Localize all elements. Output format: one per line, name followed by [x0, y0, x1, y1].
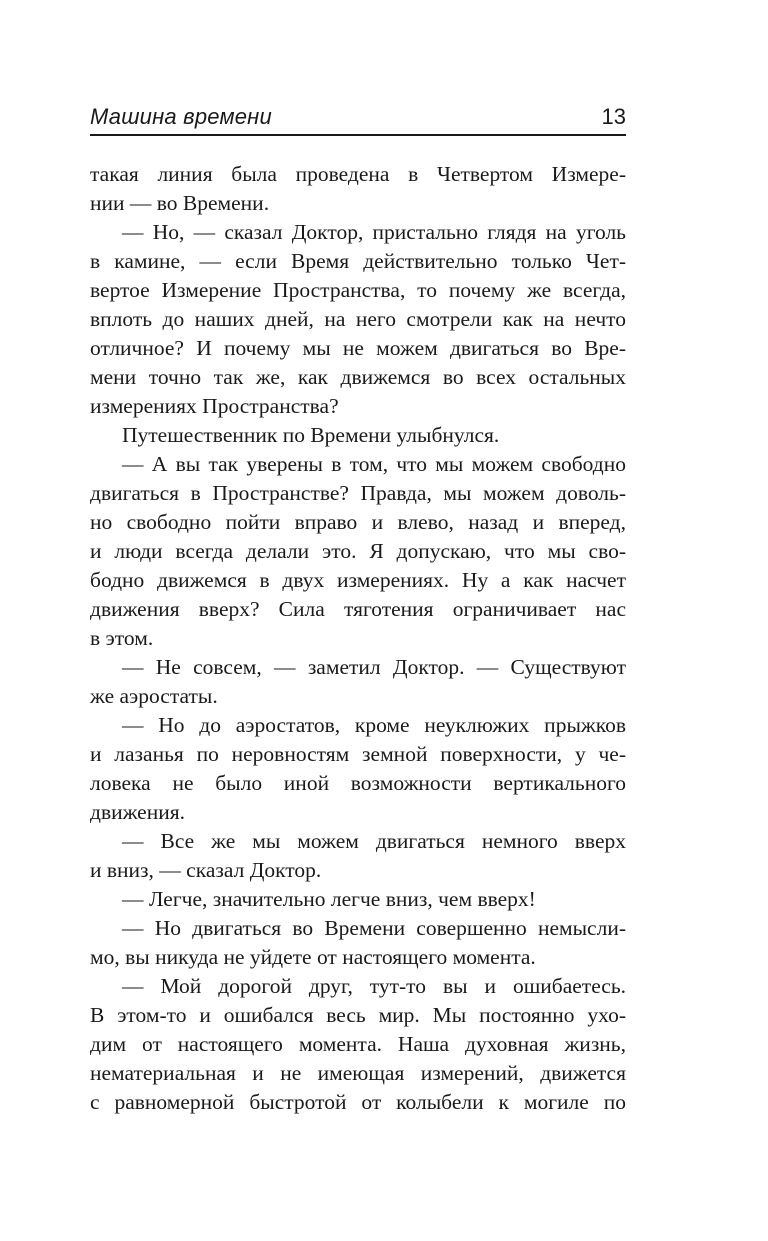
text-line: Путешественник по Времени улыбнулся. [122, 423, 500, 447]
text-line: движения вверх? Сила тяготения ограничивает нас [90, 597, 626, 621]
text-line: — Мой дорогой друг, тут-то вы и ошибаетесь. [122, 974, 626, 998]
text-line: с равномерной быстротой от колыбели к могиле по [90, 1090, 626, 1114]
text-line: и люди всегда делали это. Я допускаю, что мы сво- [90, 539, 626, 563]
text-line: дим от настоящего момента. Наша духовная жизнь, [90, 1032, 626, 1056]
text-line: нематериальная и не имеющая измерений, движется [90, 1061, 626, 1085]
text-line: — А вы так уверены в том, что мы можем свободно [122, 452, 626, 476]
text-line: нии — во Времени. [90, 191, 270, 215]
text-line: — Но двигаться во Времени совершенно немысли- [122, 916, 626, 940]
text-line: измерениях Пространства? [90, 394, 339, 418]
header-rule [90, 134, 626, 136]
text-line: — Но до аэростатов, кроме неуклюжих прыжков [122, 713, 626, 737]
text-line: ловека не было иной возможности вертикального [90, 771, 626, 795]
text-line: в камине, — если Время действительно только Чет- [90, 249, 626, 273]
text-line: такая линия была проведена в Четвертом Измере- [90, 162, 626, 186]
running-head [90, 100, 626, 134]
text-line: в этом. [90, 626, 154, 650]
text-line: вертое Измерение Пространства, то почему же всегда, [90, 278, 626, 302]
text-line: мо, вы никуда не уйдете от настоящего момента. [90, 945, 536, 969]
text-line: — Не совсем, — заметил Доктор. — Существуют [122, 655, 626, 679]
text-line: отличное? И почему мы не можем двигаться во Вре- [90, 336, 626, 360]
text-line: мени точно так же, как движемся во всех остальных [90, 365, 626, 389]
running-title: Машина времени [90, 104, 272, 129]
text-line: движения. [90, 800, 185, 824]
text-line: В этом-то и ошибался весь мир. Мы постоянно ухо- [90, 1003, 626, 1027]
body-text [90, 160, 626, 1117]
text-line: же аэростаты. [90, 684, 218, 708]
text-line: и лазанья по неровностям земной поверхности, у че- [90, 742, 626, 766]
page-number: 13 [601, 104, 626, 129]
text-line: но свободно пойти вправо и влево, назад и вперед, [90, 510, 626, 534]
text-line: — Но, — сказал Доктор, пристально глядя на уголь [122, 220, 626, 244]
text-line: и вниз, — сказал Доктор. [90, 858, 322, 882]
text-line: вплоть до наших дней, на него смотрели как на нечто [90, 307, 626, 331]
text-line: двигаться в Пространстве? Правда, мы можем доволь- [90, 481, 626, 505]
text-line: — Легче, значительно легче вниз, чем вверх! [122, 887, 536, 911]
text-line: — Все же мы можем двигаться немного вверх [122, 829, 626, 853]
text-line: бодно движемся в двух измерениях. Ну а как насчет [90, 568, 626, 592]
